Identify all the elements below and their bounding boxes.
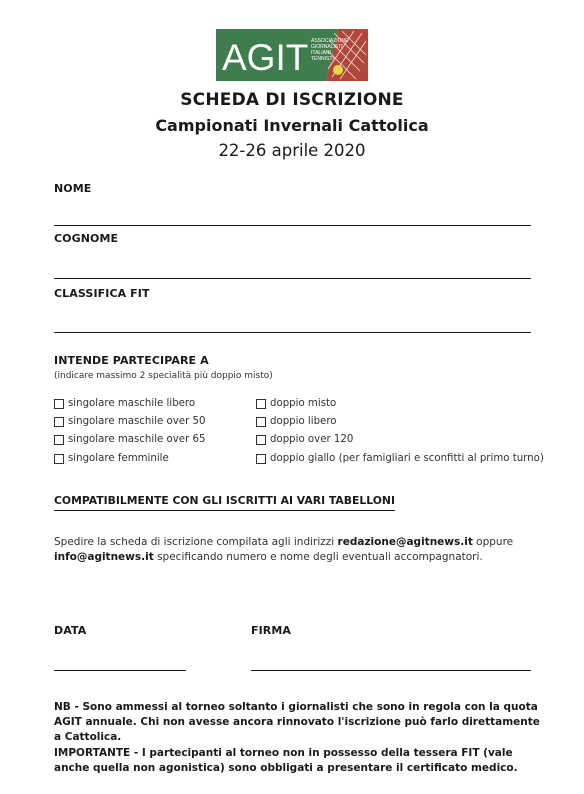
participation-note: (indicare massimo 2 specialità più doppio misto) <box>54 371 273 381</box>
nome-line[interactable] <box>54 225 531 226</box>
checkbox[interactable] <box>54 454 64 464</box>
event-dates: 22-26 aprile 2020 <box>218 141 366 160</box>
option-doppio-misto[interactable]: doppio misto <box>256 398 336 409</box>
event-name: Campionati Invernali Cattolica <box>155 116 429 135</box>
classifica-label: CLASSIFICA FIT <box>54 287 150 300</box>
compat-note: COMPATIBILMENTE CON GLI ISCRITTI AI VARI TABELLONI <box>54 494 395 511</box>
data-line[interactable] <box>54 670 186 671</box>
svg-text:GIORNALISTI: GIORNALISTI <box>311 44 343 50</box>
checkbox[interactable] <box>256 435 266 445</box>
checkbox[interactable] <box>54 417 64 427</box>
option-singolare-over65[interactable]: singolare maschile over 65 <box>54 434 205 445</box>
cognome-line[interactable] <box>54 278 531 279</box>
option-doppio-over120[interactable]: doppio over 120 <box>256 434 353 445</box>
logo-text: AGIT <box>222 37 309 78</box>
checkbox[interactable] <box>256 417 266 427</box>
participation-title: INTENDE PARTECIPARE A <box>54 354 209 367</box>
data-label: DATA <box>54 624 87 637</box>
classifica-line[interactable] <box>54 332 531 333</box>
nome-label: NOME <box>54 182 92 195</box>
svg-text:TENNISTI: TENNISTI <box>311 56 334 62</box>
svg-text:ASSOCIAZIONE: ASSOCIAZIONE <box>311 38 349 44</box>
firma-line[interactable] <box>251 670 531 671</box>
email-info[interactable]: info@agitnews.it <box>54 551 154 563</box>
importante-note: IMPORTANTE - I partecipanti al torneo non in possesso della tessera FIT (vale anche quella non agonistica) sono obbligati a presentare il certificato medico. <box>54 747 518 774</box>
agit-logo <box>216 29 368 81</box>
option-doppio-libero[interactable]: doppio libero <box>256 416 337 427</box>
form-title: SCHEDA DI ISCRIZIONE <box>180 90 404 110</box>
option-singolare-over50[interactable]: singolare maschile over 50 <box>54 416 205 427</box>
send-instructions: Spedire la scheda di iscrizione compilata agli indirizzi redazione@agitnews.it oppure info@agitnews.it specificando numero e nome degli eventuali accompagnatori. <box>54 536 514 563</box>
cognome-label: COGNOME <box>54 232 119 245</box>
checkbox[interactable] <box>256 454 266 464</box>
nb-note: NB - Sono ammessi al torneo soltanto i giornalisti che sono in regola con la quota AGIT annuale. Chi non avesse ancora rinnovato l'iscrizione può farlo direttamente a Cattolica. <box>54 701 540 743</box>
firma-label: FIRMA <box>251 624 292 637</box>
option-doppio-giallo[interactable]: doppio giallo (per famigliari e sconfitti al primo turno) <box>256 453 544 464</box>
svg-text:ITALIANI: ITALIANI <box>311 50 331 56</box>
option-singolare-femminile[interactable]: singolare femminile <box>54 453 169 464</box>
checkbox[interactable] <box>54 435 64 445</box>
option-singolare-libero[interactable]: singolare maschile libero <box>54 398 195 409</box>
checkbox[interactable] <box>54 399 64 409</box>
email-redazione[interactable]: redazione@agitnews.it <box>337 536 473 548</box>
checkbox[interactable] <box>256 399 266 409</box>
